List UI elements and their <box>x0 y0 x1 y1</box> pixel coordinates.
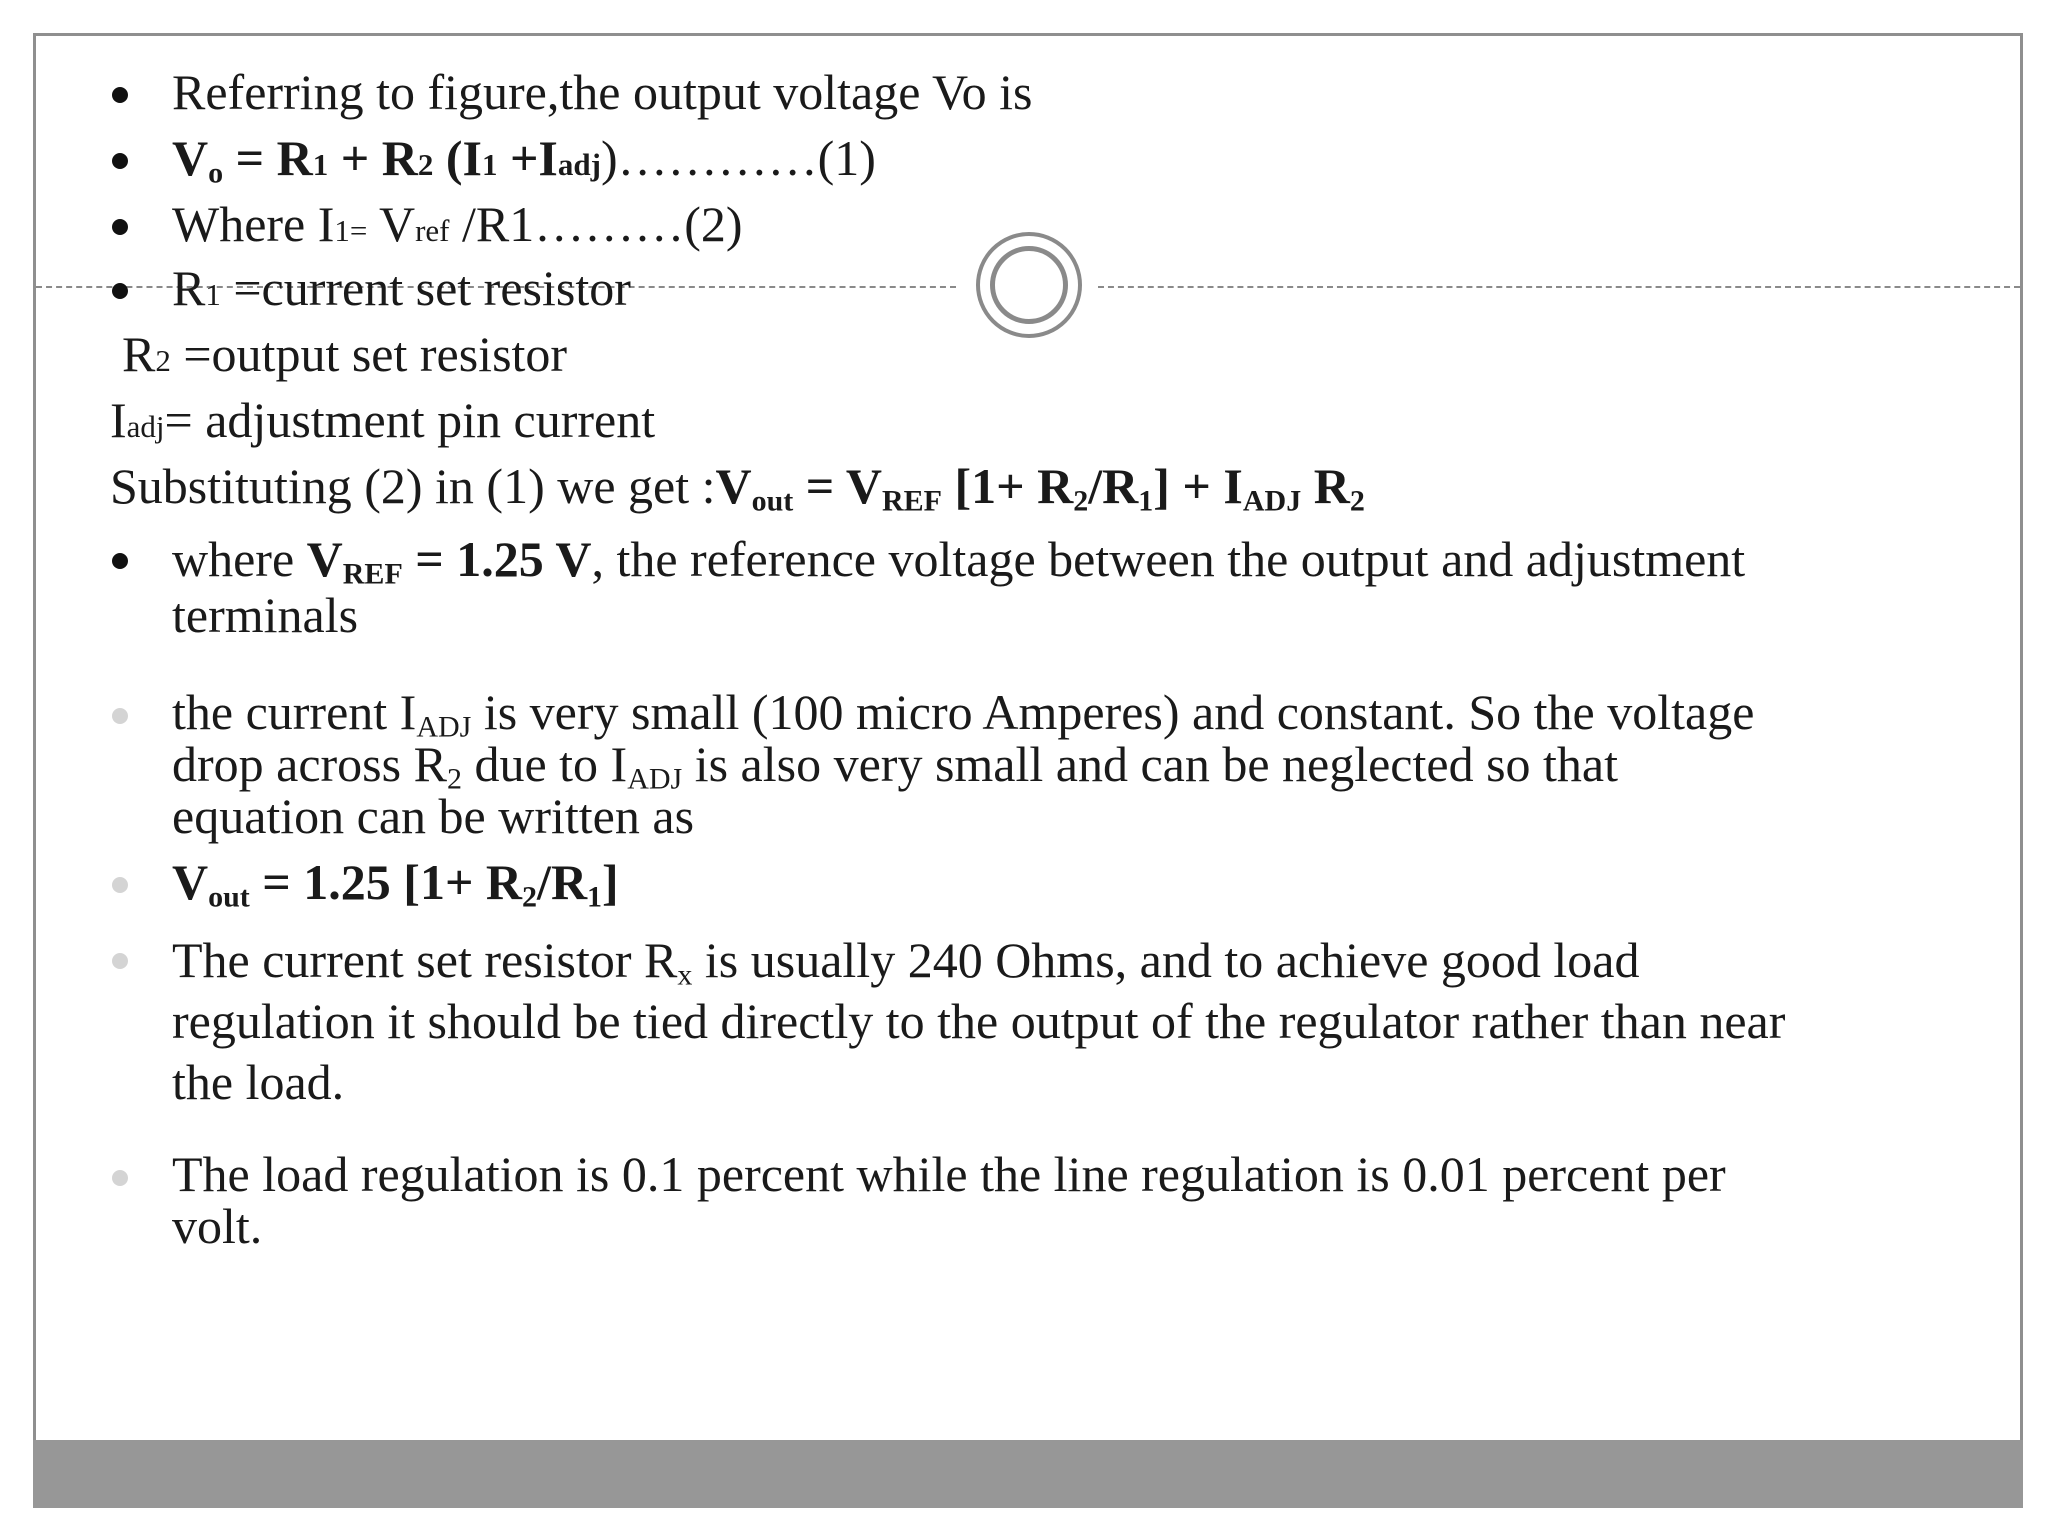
bullet <box>112 953 128 969</box>
bullet <box>112 219 128 235</box>
bullet <box>112 553 128 569</box>
paragraph-iadj: the current $I_{ADJ}$ is very small (100 micro Amperes) and constant. So the voltage drop across $R_2$ due to $I_{ADJ}$ is also very small and can be neglected so that equation can be written as <box>172 684 1755 844</box>
paragraph-vref: where $V_{REF} = 1.25$ V, the reference voltage between the output and adjustment terminals <box>172 531 1746 643</box>
circle-ornament-inner <box>990 246 1068 324</box>
definition-r2: R2 =output set resistor <box>122 326 568 382</box>
equation-i1: Where I1= Vref /R1………(2) <box>172 196 743 252</box>
line-referring: Referring to figure,the output voltage Vo is <box>172 64 1033 120</box>
bullet <box>112 1170 128 1186</box>
equation-vout-substituted: Substituting (2) in (1) we get $:V_{out} = V_{REF}$ $[1+ R_2/R_1] + I_{ADJ}$ $R_2$ <box>110 458 1365 518</box>
bullet <box>112 708 128 724</box>
equation-vo: $V_o = R1 + R2$ (I1 +Iadj)…………(1) <box>172 130 876 190</box>
equation-vout-simplified: $V_{out} = 1.25$ $[1+ R_2/R_1]$ <box>172 854 619 914</box>
bullet <box>112 153 128 169</box>
paragraph-current-set-resistor: The current set resistor $R_x$ is usually 240 Ohms, and to achieve good load regulation it should be tied directly to the output of the regulator rather than near the load. <box>172 932 1786 1110</box>
bullet <box>112 283 128 299</box>
divider-right <box>1098 286 2020 288</box>
bullet <box>112 877 128 893</box>
circle-ornament <box>976 232 1082 338</box>
bullet <box>112 87 128 103</box>
definition-r1: R1 =current set resistor <box>172 260 631 316</box>
paragraph-load-regulation: The load regulation is 0.1 percent while the line regulation is 0.01 percent per volt. <box>172 1146 1726 1254</box>
footer-bar <box>33 1440 2023 1508</box>
definition-iadj: Iadj= adjustment pin current <box>110 392 656 448</box>
